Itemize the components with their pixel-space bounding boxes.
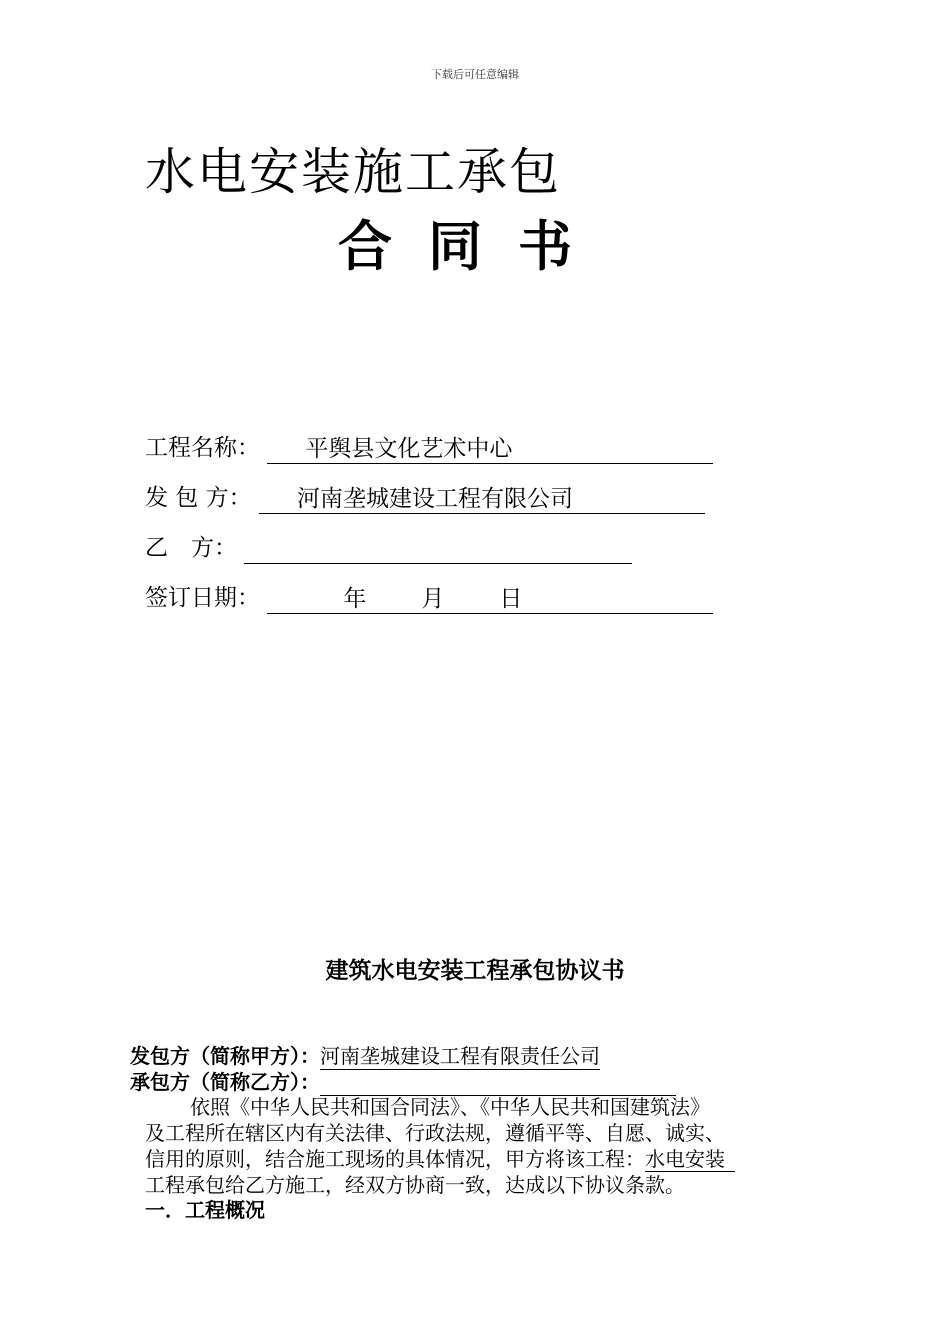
body-line-3-underlined: 水电安装: [645, 1147, 735, 1172]
date-day: 日: [499, 586, 523, 612]
field-sign-date: [145, 582, 713, 614]
body-line-3-text: 信用的原则，结合施工现场的具体情况，甲方将该工程：: [145, 1147, 645, 1171]
cover-title-line2: 合同书: [338, 215, 608, 278]
party-a-row: [130, 1042, 600, 1070]
agreement-title: 建筑水电安装工程承包协议书: [325, 958, 625, 984]
field-value-line: [259, 485, 705, 514]
field-party-b: [145, 532, 632, 564]
section-heading-1: 一．工程概况: [145, 1198, 265, 1222]
party-a-label: 发包方（简称甲方）：: [130, 1044, 320, 1068]
field-value-line: [267, 585, 713, 614]
field-value: 平舆县文化艺术中心: [305, 436, 513, 462]
body-line-3: [145, 1146, 735, 1172]
body-line-1: 依照《中华人民共和国合同法》、《中华人民共和国建筑法》: [190, 1095, 710, 1119]
date-year: 年: [343, 586, 367, 612]
party-b-row: [130, 1068, 676, 1096]
body-line-4: 工程承包给乙方施工，经双方协商一致，达成以下协议条款。: [145, 1173, 685, 1197]
cover-title-line1: 水电安装施工承包: [145, 143, 561, 201]
date-month: 月: [421, 586, 445, 612]
party-a-value: 河南垄城建设工程有限责任公司: [320, 1044, 600, 1068]
field-label: 签订日期：: [145, 585, 260, 611]
field-value-line: [244, 535, 632, 564]
field-project-name: [145, 432, 713, 464]
field-value-line: [267, 435, 713, 464]
field-label: 发 包 方：: [145, 485, 252, 511]
party-b-label: 承包方（简称乙方）：: [130, 1070, 320, 1094]
header-note: 下载后可任意编辑: [431, 68, 519, 81]
field-issuer: [145, 482, 705, 514]
field-label: 工程名称：: [145, 435, 260, 461]
field-label: 乙 方：: [145, 535, 237, 561]
field-value: 河南垄城建设工程有限公司: [296, 486, 573, 512]
body-line-2: 及工程所在辖区内有关法律、行政法规，遵循平等、自愿、诚实、: [145, 1121, 725, 1145]
party-b-value: [320, 1070, 676, 1096]
